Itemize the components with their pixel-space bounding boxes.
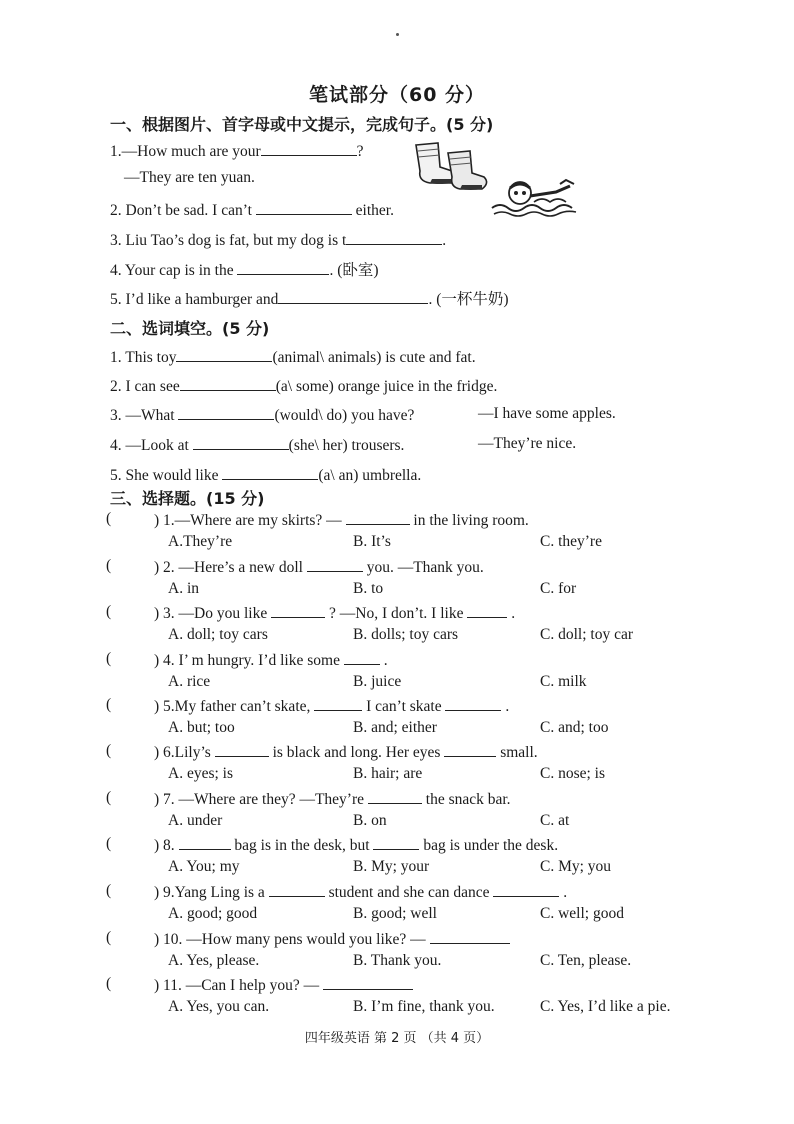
mc-option-b[interactable]: B. My; your [353,858,430,875]
mc-blank[interactable] [344,650,380,665]
mc-question-text: ) 11. —Can I help you? [154,977,300,994]
mc-option-a[interactable]: A. You; my [168,858,240,875]
section1-heading: 一、根据图片、首字母或中文提示，完成句子。(5 分) [110,115,494,134]
s1-q2-blank[interactable] [256,200,352,215]
s2-q3-reply: —I have some apples. [478,405,616,422]
answer-bracket[interactable]: ( [106,742,112,759]
s2-q4-reply: —They’re nice. [478,435,577,452]
mc-question-text: . [563,884,568,901]
mc-question-text: ) 2. —Here’s a new doll [154,559,303,576]
mc-option-b[interactable]: B. and; either [353,719,437,736]
mc-option-a[interactable]: A. rice [168,673,211,690]
s2-q3-choices: (would\ do) you have? [274,407,415,424]
mc-option-c[interactable]: C. Yes, I’d like a pie. [540,998,671,1015]
mc-question-text: . [383,652,388,669]
page-title: 笔试部分（60 分） [308,84,486,106]
mc-blank[interactable] [269,882,325,897]
mc-question-1 [154,510,529,530]
s2-q5-text: 5. She would like [110,467,219,484]
socks-picture [408,137,492,195]
s2-q3 [110,405,414,425]
answer-bracket[interactable]: ( [106,603,112,620]
mc-question-3 [154,603,515,623]
s2-q3-text: 3. —What [110,407,175,424]
mc-blank[interactable] [314,696,362,711]
mc-option-c[interactable]: C. milk [540,673,587,690]
answer-bracket[interactable]: ( [106,650,112,667]
mc-option-b[interactable]: B. good; well [353,905,437,922]
s1-q5-end: . (一杯牛奶) [428,291,509,308]
mc-question-text: — [410,931,426,948]
s1-q1-end: ? [356,143,364,160]
mc-blank[interactable] [373,835,419,850]
mc-question-text: bag is in the desk, but [234,837,370,854]
s2-q1-choices: (animal\ animals) is cute and fat. [272,349,476,366]
s1-q4-text: 4. Your cap is in the [110,262,234,279]
mc-question-10 [154,929,510,949]
mc-option-b[interactable]: B. It’s [353,533,391,550]
mc-option-a[interactable]: A.They’re [168,533,233,550]
answer-bracket[interactable]: ( [106,789,112,806]
mc-option-c[interactable]: C. My; you [540,858,612,875]
mc-question-5 [154,696,509,716]
section2-heading: 二、选词填空。(5 分) [110,319,270,338]
mc-question-text: ) 1.—Where are my skirts? [154,512,323,529]
s2-q2 [110,376,497,396]
s1-q2-text: 2. Don’t be sad. I can’t [110,202,252,219]
mc-question-text: I can’t skate [366,698,442,715]
mc-blank[interactable] [467,603,507,618]
mc-option-c[interactable]: C. doll; toy car [540,626,633,643]
mc-option-a[interactable]: A. Yes, please. [168,952,260,969]
mc-blank[interactable] [444,742,496,757]
s2-q5-blank[interactable] [222,465,318,480]
mc-question-text: the snack bar. [425,791,511,808]
s2-q5 [110,465,421,485]
mc-option-c[interactable]: C. for [540,580,577,597]
s2-q1 [110,347,476,367]
swimmer-picture [490,176,580,220]
mc-blank[interactable] [179,835,231,850]
mc-question-text: small. [500,744,538,761]
mc-option-a[interactable]: A. doll; toy cars [168,626,268,643]
mc-question-text: ) 6.Lily’s [154,744,211,761]
mc-option-a[interactable]: A. Yes, you can. [168,998,270,1015]
s1-q3 [110,230,446,250]
mc-question-text: ? [328,605,336,622]
mc-question-11 [154,975,413,995]
mc-blank[interactable] [368,789,422,804]
s2-q1-text: 1. This toy [110,349,177,366]
mc-question-text: . [505,698,510,715]
scan-speck [396,33,399,36]
s2-q4-choices: (she\ her) trousers. [288,437,405,454]
s2-q4-text: 4. —Look at [110,437,189,454]
mc-blank[interactable] [271,603,325,618]
mc-question-text: ) 4. I’ m hungry. I’d like some [154,652,340,669]
mc-question-text: ) 10. —How many pens would you like? [154,931,407,948]
mc-question-text: is black and long. Her eyes [272,744,441,761]
mc-option-c[interactable]: C. well; good [540,905,624,922]
mc-blank[interactable] [346,510,410,525]
s1-q5-text: 5. I’d like a hamburger and [110,291,279,308]
mc-question-text: in the living room. [413,512,529,529]
mc-blank[interactable] [323,975,413,990]
mc-option-b[interactable]: B. hair; are [353,765,423,782]
s2-q2-text: 2. I can see [110,378,180,395]
mc-question-text: ) 9.Yang Ling is a [154,884,265,901]
mc-option-a[interactable]: A. but; too [168,719,235,736]
s2-q5-choices: (a\ an) umbrella. [318,467,422,484]
mc-question-text: ) 3. —Do you like [154,605,268,622]
mc-option-a[interactable]: A. in [168,580,199,597]
mc-question-text: bag is under the desk. [423,837,559,854]
s1-q1-blank[interactable] [261,141,357,156]
mc-option-c[interactable]: C. at [540,812,570,829]
mc-question-text: you. [366,559,394,576]
mc-option-c[interactable]: C. nose; is [540,765,606,782]
mc-question-6 [154,742,538,762]
mc-option-c[interactable]: C. they’re [540,533,602,550]
mc-question-4 [154,650,388,670]
s1-q1-text: 1.—How much are your [110,143,261,160]
mc-blank[interactable] [307,557,363,572]
mc-option-a[interactable]: A. eyes; is [168,765,234,782]
s2-q4-blank[interactable] [193,435,289,450]
s1-q5-blank[interactable] [278,289,428,304]
s2-q3-blank[interactable] [178,405,274,420]
mc-blank[interactable] [215,742,269,757]
answer-bracket[interactable]: ( [106,929,112,946]
answer-bracket[interactable]: ( [106,835,112,852]
mc-question-text: —Thank you. [397,559,484,576]
mc-option-a[interactable]: A. good; good [168,905,258,922]
answer-bracket[interactable]: ( [106,975,112,992]
mc-option-b[interactable]: B. on [353,812,387,829]
mc-option-b[interactable]: B. Thank you. [353,952,442,969]
s1-q4 [110,258,379,280]
s1-q3-blank[interactable] [346,230,442,245]
mc-question-text: —No, I don’t. I like [339,605,464,622]
mc-question-text: student and she can dance [328,884,490,901]
mc-question-text: ) 8. [154,837,175,854]
mc-question-8 [154,835,558,855]
answer-bracket[interactable]: ( [106,696,112,713]
mc-question-text: — [326,512,342,529]
mc-option-b[interactable]: B. juice [353,673,402,690]
s1-q3-text: 3. Liu Tao’s dog is fat, but my dog is t [110,232,347,249]
mc-question-text: . [511,605,516,622]
mc-blank[interactable] [445,696,501,711]
mc-blank[interactable] [493,882,559,897]
s1-q1 [110,141,364,161]
s2-q2-choices: (a\ some) orange juice in the fridge. [275,378,498,395]
s2-q1-blank[interactable] [176,347,272,362]
mc-question-text: ) 7. —Where are they? [154,791,296,808]
mc-blank[interactable] [430,929,510,944]
s1-q2 [110,200,394,220]
s1-q2-end: either. [355,202,394,219]
s1-q4-end: . (卧室) [329,262,379,279]
answer-bracket[interactable]: ( [106,882,112,899]
mc-question-9 [154,882,567,902]
page-footer: 四年级英语 第 2 页 （共 4 页） [304,1031,490,1046]
mc-option-c[interactable]: C. and; too [540,719,609,736]
mc-question-text: ) 5.My father can’t skate, [154,698,311,715]
s1-q1-answer: —They are ten yuan. [124,169,255,186]
mc-question-text: — [303,977,320,994]
mc-question-text: —They’re [299,791,365,808]
s2-q2-blank[interactable] [180,376,276,391]
s1-q4-blank[interactable] [237,260,329,275]
s1-q5 [110,287,509,309]
answer-bracket[interactable]: ( [106,557,112,574]
s2-q4 [110,435,404,455]
mc-option-c[interactable]: C. Ten, please. [540,952,632,969]
answer-bracket[interactable]: ( [106,510,112,527]
mc-option-b[interactable]: B. I’m fine, thank you. [353,998,495,1015]
mc-question-7 [154,789,511,809]
mc-option-b[interactable]: B. dolls; toy cars [353,626,459,643]
mc-option-a[interactable]: A. under [168,812,223,829]
section3-heading: 三、选择题。(15 分) [110,489,265,508]
mc-question-2 [154,557,484,577]
mc-option-b[interactable]: B. to [353,580,384,597]
s1-q3-end: . [442,232,447,249]
